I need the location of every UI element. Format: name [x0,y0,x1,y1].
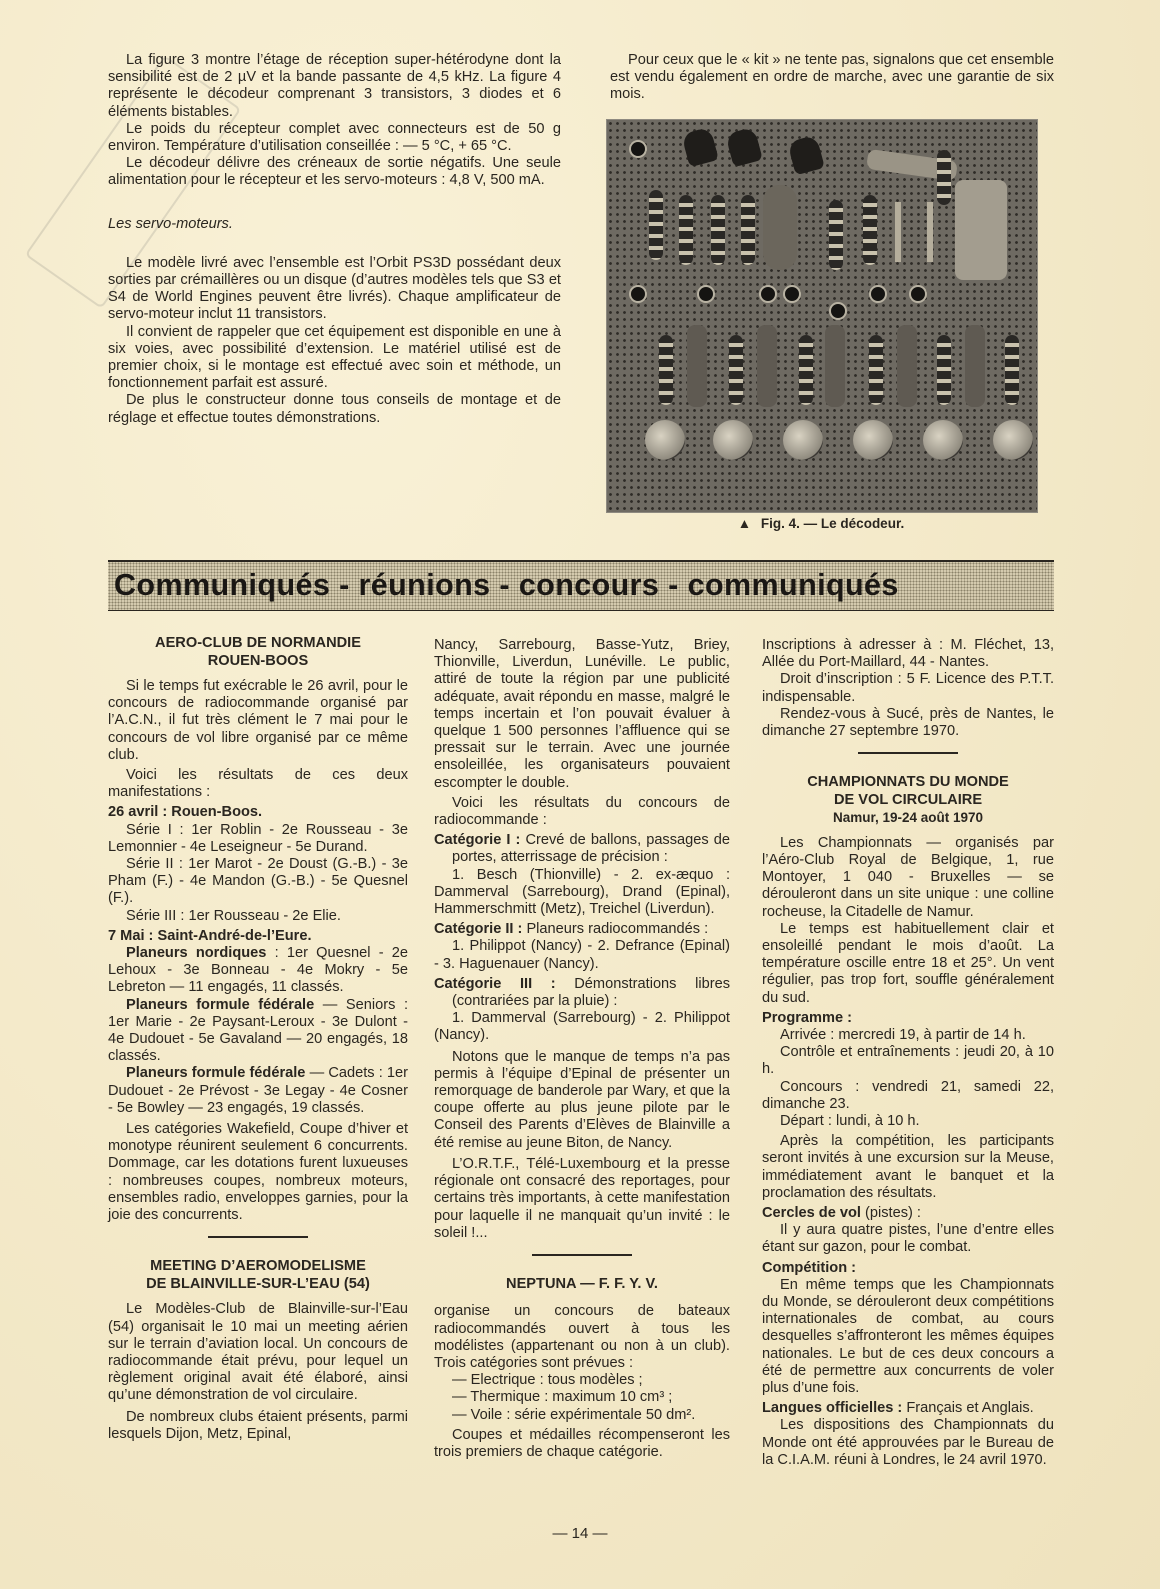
result-line [108,997,408,1066]
section-label [762,1400,1054,1417]
category-label: Catégorie I : [434,832,521,849]
paragraph: Le poids du récepteur complet avec connecteurs est de 50 g environ. Température d’utilisation conseillée : — 5 °C, + 65 °C. [108,120,561,155]
category-line [434,832,730,866]
category-label: Planeurs nordiques [126,945,267,962]
figure-caption [606,516,1036,531]
section-label [762,1260,1054,1277]
heading-championnats [762,774,1054,827]
result-line: 1. Dammerval (Sarrebourg) - 2. Philippot (Nancy). [434,1010,730,1044]
paragraph: Les dispositions des Championnats du Monde ont été approuvées par le Bureau de la C.I.A.M. réuni à Londres, le 24 avril 1970. [762,1417,1054,1468]
category-label: Planeurs formule fédérale [126,996,315,1013]
label: Programme : [762,1009,853,1026]
category-label: Catégorie II : [434,921,523,938]
category-text: — Cadets : 1er Dudouet - 2e Prévost - 3e Legay - 4e Cosner - 5e Bowley — 23 engagés, 19 classés. [108,1065,409,1116]
triangle-marker-icon: ▲ [737,516,752,531]
category-text: Démonstrations libres (contrariées par la pluie) : [452,975,730,1010]
category-text: Crevé de ballons, passages de portes, atterrissage de précision : [452,832,730,866]
column-2 [434,637,730,1461]
program-item: Arrivée : mercredi 19, à partir de 14 h. [780,1026,1026,1043]
paragraph: Les Championnats — organisés par l’Aéro-Club Royal de Belgique, 1, rue Montoyer, 1 040 - Bruxelles — se dérouleront dans un site unique : une colline rocheuse, la Citadelle de Namur. [762,834,1054,920]
page-number: — 14 — [552,1525,608,1542]
caption-text: Fig. 4. — Le décodeur. [760,516,905,531]
result-line [108,1065,408,1117]
category-label: Catégorie III : [434,975,556,992]
subheading-servo: Les servo-moteurs. [108,215,233,232]
intro-column [108,52,561,427]
section-label [762,1205,1054,1222]
program-item: Contrôle et entraînements : jeudi 20, à 10 h. [762,1044,1054,1078]
list-item: — Electrique : tous modèles ; [452,1372,643,1389]
heading-meeting [108,1258,408,1293]
category-label: Planeurs formule fédérale [126,1065,306,1082]
paragraph: Il convient de rappeler que cet équipement est disponible en une à six voies, avec possibilité d’extension. Le matériel utilisé est de premier choix, si le montage est effectué avec soin et méthode, un fonctionnement parfait est assuré. [108,323,561,392]
label: Langues officielles : [762,1400,903,1417]
section-divider [858,752,958,754]
paragraph: Nancy, Sarrebourg, Basse-Yutz, Briey, Thionville, Liverdun, Lunéville. Le public, attiré de toute la région par une publicité adéquate, avait répondu en masse, malgré le temps incertain et l’on pouvait évaluer à quelque 1 500 personnes l’affluence qui se pressait sur le terrain. Avec une journée ensoleillée, les organisateurs pouvaient escompter le double. [434,637,730,791]
category-text: Planeurs radiocommandés : [522,921,709,938]
kit-note [610,52,1054,104]
paragraph: Après la compétition, les participants seront invités à une excursion sur la Meuse, immédiatement avant le banquet et la proclamation des résultats. [762,1133,1054,1201]
heading-line: MEETING D’AEROMODELISME [150,1258,366,1275]
section-divider [208,1236,308,1238]
column-1 [108,635,408,1443]
heading-line: AERO-CLUB DE NORMANDIE [155,635,361,651]
program-item: Concours : vendredi 21, samedi 22, dimanche 23. [762,1078,1054,1112]
date-heading [108,928,408,945]
result-line [108,945,408,997]
paragraph: En même temps que les Championnats du Monde, se dérouleront deux compétitions internationales de combat, au cours desquelles s’affronteront les mêmes équipes nationales. Le but de ces deux concours a été de permettre aux concurrents de voler plus d’une fois. [762,1276,1054,1397]
paragraph: Le décodeur délivre des créneaux de sortie négatifs. Une seule alimentation pour le récepteur et les servo-moteurs : 4,8 V, 500 mA. [108,155,561,189]
column-3 [762,637,1054,1469]
result-line: Série I : 1er Roblin - 2e Rousseau - 3e Lemonnier - 4e Leseigneur - 5e Durand. [108,821,408,855]
date-label: 7 Mai : Saint-André-de-l’Eure. [108,927,312,944]
heading-line: CHAMPIONNATS DU MONDE [807,774,1009,791]
result-line: 1. Philippot (Nancy) - 2. Defrance (Epinal) - 3. Haguenauer (Nancy). [434,938,730,972]
result-line: 1. Besch (Thionville) - 2. ex-æquo : Dammerval (Sarrebourg), Drand (Epinal), Hammerschmitt (Metz), Treichel (Liverdun). [434,866,730,918]
label: Cercles de vol [762,1204,861,1221]
list-item: — Thermique : maximum 10 cm³ ; [452,1389,673,1406]
list-item: — Voile : série expérimentale 50 dm². [452,1406,696,1423]
label-text: Français et Anglais. [902,1400,1034,1417]
paragraph: Si le temps fut exécrable le 26 avril, pour le concours de radiocommande organisé par l’A.C.N., il fut très clément le 7 mai pour le concours de vol libre organisé par ce même club. [108,678,408,763]
paragraph: Le modèle livré avec l’ensemble est l’Orbit PS3D possédant deux sorties par crémaillères ou un disque (d’autres modèles tels que S3 et S4 de World Engines peuvent être livrés). Chaque amplificateur de servo-moteur inclut 11 transistors. [108,254,561,323]
heading-line: DE BLAINVILLE-SUR-L’EAU (54) [146,1275,370,1292]
paragraph: Le temps est habituellement clair et ensoleillé pendant le mois d’août. La température oscille entre 18 et 25°. Un vent régulier, pas trop fort, souffle généralement du sud. [762,920,1054,1006]
section-banner [108,560,1054,611]
result-line: Série II : 1er Marot - 2e Doust (G.-B.) - 3e Pham (F.) - 4e Mandon (G.-B.) - 5e Quesnel (F.). [108,856,408,907]
label-text: (pistes) : [860,1204,921,1221]
paragraph: Il y aura quatre pistes, l’une d’entre elles étant sur gazon, pour le combat. [762,1222,1054,1256]
paragraph: De nombreux clubs étaient présents, parmi lesquels Dijon, Metz, Epinal, [108,1408,408,1442]
banner-title: Communiqués - réunions - concours - communiqués [114,568,899,602]
paragraph: Le Modèles-Club de Blainville-sur-l’Eau (54) organisait le 10 mai un meeting aérien sur le terrain d’aviation local. Un concours de radiocommande était prévu, pour lequel un règlement original avait été élaboré, ainsi qu’une démonstration de vol circulaire. [108,1301,408,1404]
section-label [762,1010,1054,1027]
category-text: : 1er Quesnel - 2e Lehoux - 3e Bonneau - 4e Mokry - 5e Lebreton — 11 engagés, 11 classés. [108,945,408,996]
category-line [434,976,730,1010]
result-line: Série III : 1er Rousseau - 2e Elie. [126,907,341,924]
paragraph: Pour ceux que le « kit » ne tente pas, signalons que cet ensemble est vendu également en ordre de marche, avec une garantie de six mois. [610,52,1054,103]
paragraph: Voici les résultats du concours de radiocommande : [434,794,730,829]
paragraph: Les catégories Wakefield, Coupe d’hiver et monotype réunirent seulement 6 concurrents. Dommage, car les dotations furent luxueuses : nombreuses coupes, nombreux moteurs, ensembles radio, enveloppes garnies, pour la joie des concurrents. [108,1121,408,1224]
date-label: 26 avril : Rouen-Boos. [108,804,263,821]
label: Compétition : [762,1259,857,1276]
paragraph: La figure 3 montre l’étage de réception super-hétérodyne dont la sensibilité est de 2 µV et la bande passante de 4,5 kHz. La figure 4 représente le décodeur comprenant 3 transistors, 3 diodes et 6 éléments bistables. [108,52,561,120]
paragraph: Droit d’inscription : 5 F. Licence des P.T.T. indispensable. [762,671,1054,705]
paragraph: De plus le constructeur donne tous conseils de montage et de réglage et effectue toutes démonstrations. [108,392,561,426]
paragraph: Inscriptions à adresser à : M. Fléchet, 13, Allée du Port-Maillard, 44 - Nantes. [762,637,1054,671]
heading-aero-club [108,635,408,670]
paragraph: organise un concours de bateaux radiocommandés ouvert à tous les modélistes (appartenant ou non à un club). Trois catégories sont prévues : [434,1303,730,1372]
heading-neptuna: NEPTUNA — F. F. Y. V. [506,1275,658,1292]
category-text: — Seniors : 1er Marie - 2e Paysant-Leroux - 3e Dulont - 4e Dudouet - 5e Gavaland — 20 engagés, 18 classés. [108,996,409,1065]
paragraph: Voici les résultats de ces deux manifestations : [108,767,408,801]
heading-subline: Namur, 19-24 août 1970 [832,810,984,826]
section-divider [532,1254,632,1256]
program-item: Départ : lundi, à 10 h. [780,1112,920,1129]
date-heading [108,804,408,821]
paragraph: Rendez-vous à Sucé, près de Nantes, le dimanche 27 septembre 1970. [762,705,1054,740]
decoder-photo [606,119,1038,513]
category-line [434,921,730,938]
paragraph: Notons que le manque de temps n’a pas permis à l’équipe d’Epinal de présenter un remorquage de banderole par Wary, et que la coupe offerte au plus jeune pilote par le Conseil des Parents d’Elèves de Blainville a été remise au jeune Biton, de Nancy. [434,1048,730,1151]
paragraph: Coupes et médailles récompenseront les trois premiers de chaque catégorie. [434,1426,730,1461]
heading-line: DE VOL CIRCULAIRE [833,791,983,808]
paragraph: L’O.R.T.F., Télé-Luxembourg et la presse régionale ont consacré des reportages, pour certains très importants, à cette manifestation pour laquelle il ne manquait qu’un invité : le soleil !... [434,1155,730,1241]
heading-line: ROUEN-BOOS [207,652,309,669]
